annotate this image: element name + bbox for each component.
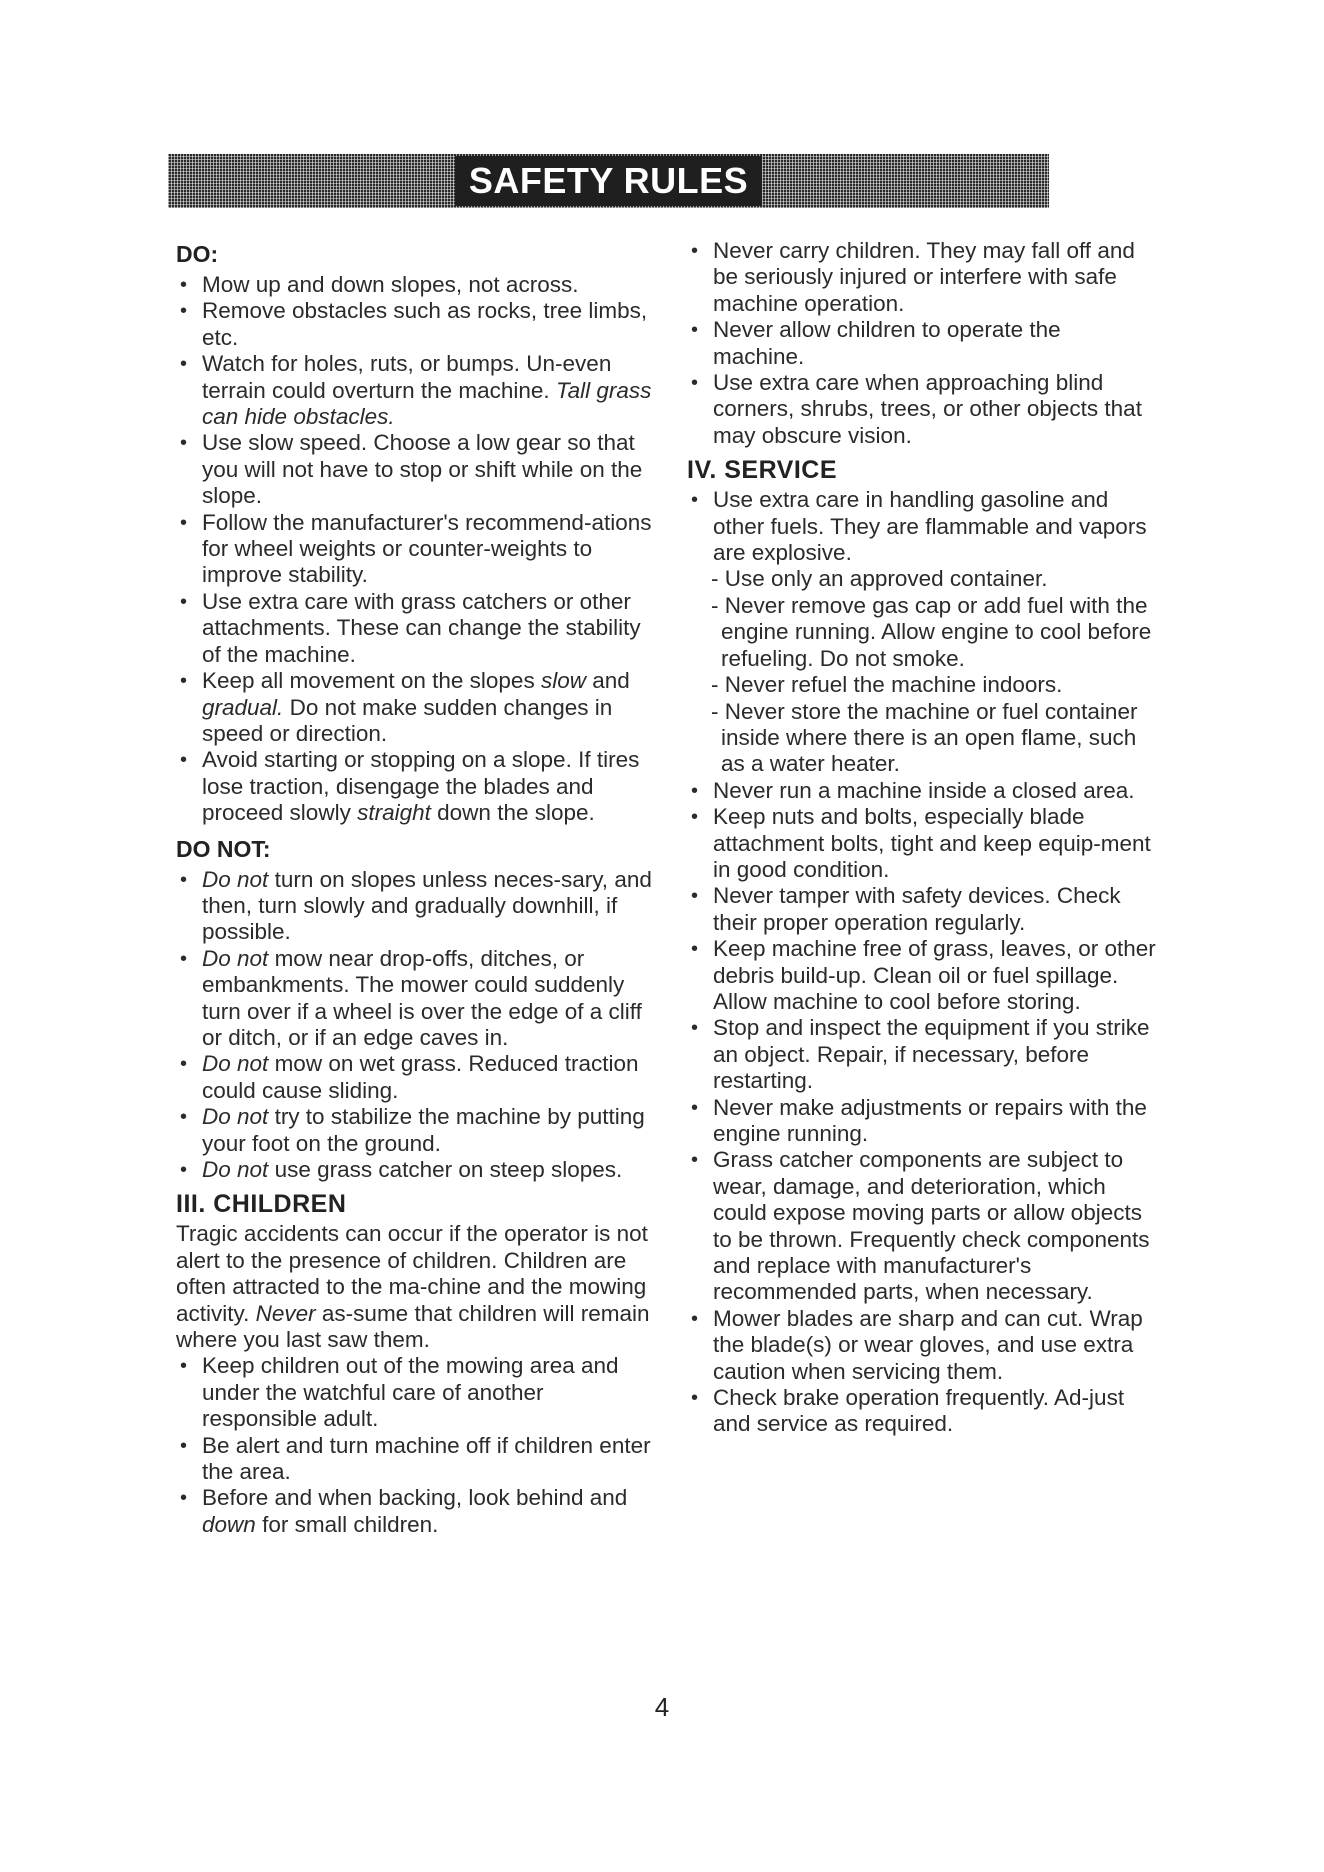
item-emphasis: down bbox=[202, 1511, 256, 1537]
item-emphasis: Tall grass can hide obstacles. bbox=[202, 377, 652, 430]
list-item bbox=[176, 747, 656, 826]
list-item: • Check brake operation frequently. Ad-just and service as required. bbox=[687, 1385, 1157, 1438]
list-item bbox=[176, 1485, 656, 1538]
item-text: for small children. bbox=[262, 1511, 439, 1537]
item-text: and bbox=[592, 668, 630, 694]
item-text: try to stabilize the machine by putting your foot on the ground. bbox=[202, 1104, 645, 1156]
item-text: Do not make sudden changes in speed or direction. bbox=[202, 694, 613, 746]
intro-text: Tragic accidents can occur if the operator is not alert to the presence of children. Children are often attracted to the ma-chine and the mowing activity. bbox=[176, 1221, 648, 1326]
donot-heading: DO NOT: bbox=[176, 835, 271, 862]
list-item: • Keep children out of the mowing area and under the watchful care of another responsible adult. bbox=[176, 1353, 656, 1432]
item-text: Avoid starting or stopping on a slope. If tires lose traction, disengage the blades and proceed slowly bbox=[202, 747, 640, 826]
sub-item: - Never remove gas cap or add fuel with the engine running. Allow engine to cool before refueling. Do not smoke. bbox=[711, 592, 1152, 671]
item-text: Watch for holes, ruts, or bumps. Un-even terrain could overturn the machine. bbox=[202, 351, 612, 403]
list-item bbox=[176, 668, 656, 747]
list-item: • Use extra care in handling gasoline and other fuels. They are flammable and vapors are explosive. bbox=[687, 487, 1157, 566]
list-item: • Use slow speed. Choose a low gear so that you will not have to stop or shift while on the slope. bbox=[176, 430, 656, 509]
list-item: • Use extra care when approaching blind corners, shrubs, trees, or other objects that may obscure vision. bbox=[687, 370, 1157, 449]
intro-emphasis: Never bbox=[255, 1300, 316, 1326]
do-heading: DO: bbox=[176, 241, 219, 267]
children-heading: III. CHILDREN bbox=[176, 1190, 347, 1219]
list-item: • Use extra care with grass catchers or other attachments. These can change the stability of the machine. bbox=[176, 589, 656, 668]
item-text: mow near drop-offs, ditches, or embankments. The mower could suddenly turn over if a wheel is over the edge of a cliff or ditch, or if an edge caves in. bbox=[202, 945, 642, 1050]
item-emphasis: Do not bbox=[202, 945, 269, 971]
list-item: • Never tamper with safety devices. Check their proper operation regularly. bbox=[687, 883, 1157, 936]
list-item: • Never allow children to operate the machine. bbox=[687, 317, 1157, 370]
item-emphasis: Do not bbox=[202, 1157, 269, 1182]
item-emphasis: Do not bbox=[202, 866, 269, 892]
list-item bbox=[176, 1157, 656, 1183]
page-number: 4 bbox=[654, 1692, 670, 1722]
sub-item: - Never refuel the machine indoors. bbox=[711, 672, 1063, 698]
item-text: mow on wet grass. Reduced traction could cause sliding. bbox=[202, 1051, 639, 1103]
list-item bbox=[176, 1104, 656, 1157]
list-item: • Follow the manufacturer's recommend-ations for wheel weights or counter-weights to improve stability. bbox=[176, 510, 656, 589]
left-column bbox=[176, 238, 656, 1538]
children-intro bbox=[176, 1221, 656, 1353]
list-item bbox=[176, 867, 656, 946]
sub-item: - Use only an approved container. bbox=[711, 566, 1048, 592]
service-heading: IV. SERVICE bbox=[687, 456, 838, 485]
list-item bbox=[176, 1051, 656, 1104]
list-item: • Mow up and down slopes, not across. bbox=[176, 272, 656, 298]
item-emphasis: slow bbox=[540, 668, 586, 694]
list-item: • Mower blades are sharp and can cut. Wrap the blade(s) or wear gloves, and use extra caution when servicing them. bbox=[687, 1306, 1157, 1385]
list-item: • Keep machine free of grass, leaves, or other debris build-up. Clean oil or fuel spillage. Allow machine to cool before storing. bbox=[687, 936, 1157, 1015]
list-item: • Never run a machine inside a closed area. bbox=[687, 778, 1157, 804]
sub-item: - Never store the machine or fuel container inside where there is an open flame, such as a water heater. bbox=[711, 698, 1138, 777]
list-item: • Remove obstacles such as rocks, tree limbs, etc. bbox=[176, 298, 656, 351]
list-item: • Never carry children. They may fall off and be seriously injured or interfere with safe machine operation. bbox=[687, 238, 1157, 317]
item-text: Keep all movement on the slopes bbox=[202, 668, 535, 694]
list-item: • Keep nuts and bolts, especially blade attachment bolts, tight and keep equip-ment in good condition. bbox=[687, 804, 1157, 883]
section-banner bbox=[168, 154, 1049, 208]
item-emphasis: straight bbox=[357, 800, 431, 826]
list-item: • Be alert and turn machine off if children enter the area. bbox=[176, 1433, 656, 1486]
intro-text: as-sume that children will remain where you last saw them. bbox=[176, 1300, 650, 1353]
item-text: down the slope. bbox=[437, 800, 595, 826]
list-item: • Stop and inspect the equipment if you strike an object. Repair, if necessary, before restarting. bbox=[687, 1015, 1157, 1094]
item-text: use grass catcher on steep slopes. bbox=[274, 1157, 623, 1182]
item-emphasis: Do not bbox=[202, 1051, 269, 1077]
list-item bbox=[176, 946, 656, 1052]
list-item: • Never make adjustments or repairs with the engine running. bbox=[687, 1095, 1157, 1148]
banner-title: SAFETY RULES bbox=[455, 156, 762, 206]
item-text: turn on slopes unless neces-sary, and then, turn slowly and gradually downhill, if possible. bbox=[202, 866, 652, 945]
item-emphasis: gradual. bbox=[202, 694, 284, 720]
list-item bbox=[176, 351, 656, 430]
item-text: Before and when backing, look behind and bbox=[202, 1485, 628, 1511]
right-column bbox=[687, 238, 1157, 1438]
list-item: • Grass catcher components are subject to wear, damage, and deterioration, which could expose moving parts or allow objects to be thrown. Frequently check components and replace with manufacturer's recommended parts, when necessary. bbox=[687, 1147, 1157, 1305]
item-emphasis: Do not bbox=[202, 1104, 269, 1130]
